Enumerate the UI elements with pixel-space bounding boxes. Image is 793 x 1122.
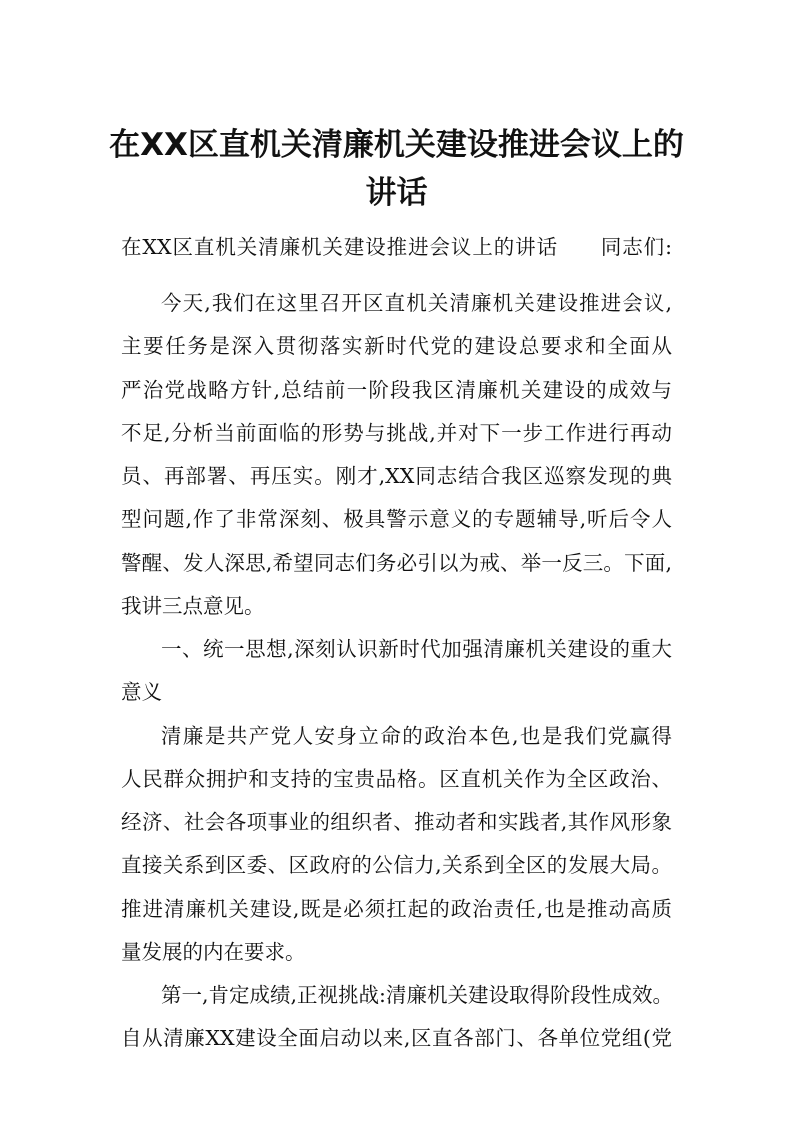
heading-line-1: 一、统一思想,深刻认识新时代加强清廉机关建设的重大 (161, 637, 672, 661)
body-line-11: 人民群众拥护和支持的宝贵品格。区直机关作为全区政治、 (121, 767, 672, 791)
body-line-16: 第一,肯定成绩,正视挑战:清廉机关建设取得阶段性成效。 (161, 983, 673, 1007)
body-line-15: 量发展的内在要求。 (121, 940, 306, 964)
body-line-14: 推进清廉机关建设,既是必须扛起的政治责任,也是推动高质 (121, 897, 672, 921)
body-line-17: 自从清廉XX建设全面启动以来,区直各部门、各单位党组(党 (121, 1026, 672, 1050)
document-title-line-2: 讲话 (365, 175, 428, 211)
document-title-line-1: 在XX区直机关清廉机关建设推进会议上的 (109, 127, 684, 163)
body-line-10: 清廉是共产党人安身立命的政治本色,也是我们党赢得 (161, 724, 672, 748)
body-line-6: 员、再部署、再压实。刚才,XX同志结合我区巡察发现的典 (121, 464, 672, 488)
body-line-2: 今天,我们在这里召开区直机关清廉机关建设推进会议, (161, 291, 672, 315)
body-line-8: 警醒、发人深思,希望同志们务必引以为戒、举一反三。下面, (121, 551, 672, 575)
body-line-4: 严治党战略方针,总结前一阶段我区清廉机关建设的成效与 (121, 378, 672, 402)
body-line-12: 经济、社会各项事业的组织者、推动者和实践者,其作风形象 (121, 810, 672, 834)
heading-line-2: 意义 (121, 680, 162, 704)
body-line-3: 主要任务是深入贯彻落实新时代党的建设总要求和全面从 (121, 334, 672, 358)
body-line-7: 型问题,作了非常深刻、极具警示意义的专题辅导,听后令人 (121, 507, 672, 531)
body-line-13: 直接关系到区委、区政府的公信力,关系到全区的发展大局。 (121, 853, 672, 877)
body-line-9: 我讲三点意见。 (121, 594, 265, 618)
body-line-5: 不足,分析当前面临的形势与挑战,并对下一步工作进行再动 (121, 421, 672, 445)
body-line-1: 在XX区直机关清廉机关建设推进会议上的讲话 同志们: (121, 235, 672, 259)
